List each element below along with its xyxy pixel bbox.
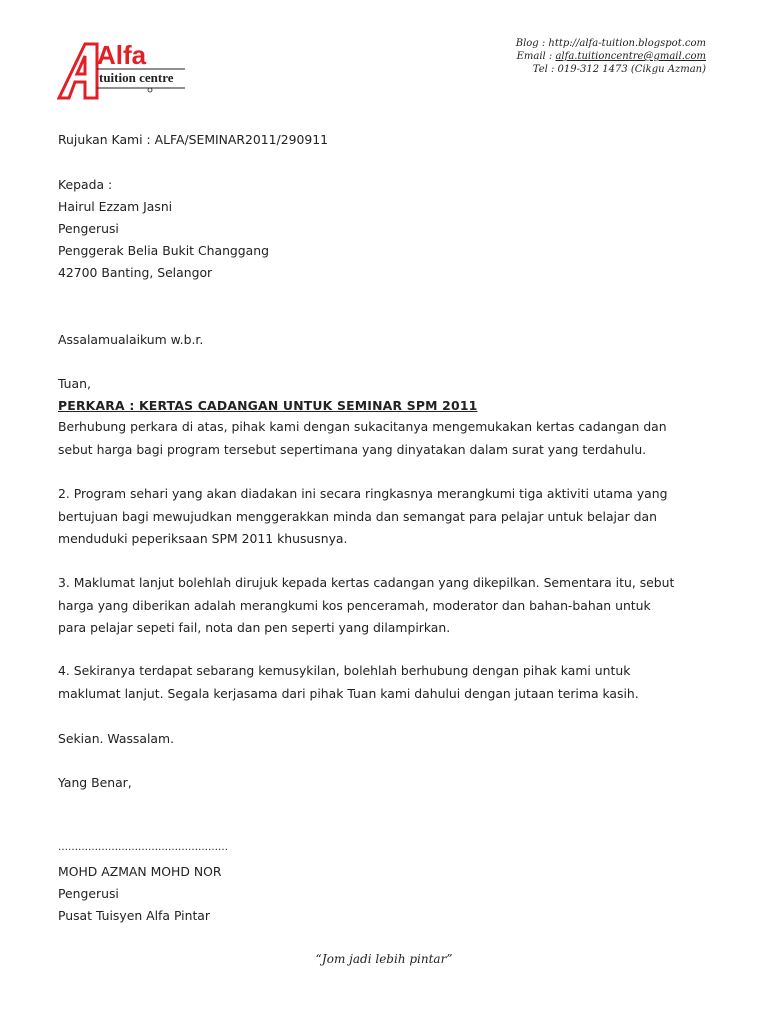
closing: Sekian. Wassalam. xyxy=(58,731,175,746)
paragraph-line: maklumat lanjut. Segala kerjasama dari pihak Tuan kami dahului dengan jutaan terima kasih. xyxy=(58,685,639,701)
footer-quote: “Jom jadi lebih pintar” xyxy=(315,952,453,966)
paragraph-line: 2. Program sehari yang akan diadakan ini secara ringkasnya merangkumi tiga aktiviti utama yang xyxy=(58,486,668,501)
reference-number: Rujukan Kami : ALFA/SEMINAR2011/290911 xyxy=(58,132,329,147)
signature-line: …………………………………………… xyxy=(58,842,228,853)
paragraph-line: 4. Sekiranya terdapat sebarang kemusykilan, bolehlah berhubung dengan pihak kami untuk xyxy=(58,663,631,678)
paragraph-line: 3. Maklumat lanjut bolehlah dirujuk kepada kertas cadangan yang dikepilkan. Sementara itu, sebut xyxy=(58,575,675,590)
phone-line: Tel : 019-312 1473 (Cikgu Azman) xyxy=(532,64,706,75)
sign-off: Yang Benar, xyxy=(58,775,132,790)
paragraph-4 xyxy=(58,660,639,705)
paragraph-1 xyxy=(58,416,667,461)
paragraph-line: harga yang diberikan adalah merangkumi kos penceramah, moderator dan bahan-bahan untuk xyxy=(58,597,651,613)
subject-line: PERKARA : KERTAS CADANGAN UNTUK SEMINAR SPM 2011 xyxy=(58,398,478,413)
recipient-title: Pengerusi xyxy=(58,221,119,236)
signer-title: Pengerusi xyxy=(58,886,119,901)
paragraph-2 xyxy=(58,483,668,551)
greeting: Assalamualaikum w.b.r. xyxy=(58,332,204,347)
email-label: Email : xyxy=(516,51,556,62)
logo-brand: Alfa xyxy=(97,42,147,70)
contact-info xyxy=(516,37,706,76)
email-line xyxy=(516,50,706,63)
signer-organization: Pusat Tuisyen Alfa Pintar xyxy=(58,908,210,923)
blog-link[interactable]: Blog : http://alfa-tuition.blogspot.com xyxy=(515,38,706,49)
paragraph-line: bertujuan bagi mewujudkan menggerakkan minda dan semangat para pelajar untuk belajar dan xyxy=(58,508,657,524)
to-label: Kepada : xyxy=(58,177,113,192)
recipient-name: Hairul Ezzam Jasni xyxy=(58,199,173,214)
recipient-address: 42700 Banting, Selangor xyxy=(58,265,213,280)
salutation: Tuan, xyxy=(58,376,91,391)
paragraph-line: Berhubung perkara di atas, pihak kami dengan sukacitanya mengemukakan kertas cadangan dan xyxy=(58,419,667,434)
email-link[interactable]: alfa.tuitioncentre@gmail.com xyxy=(555,51,706,62)
paragraph-line: sebut harga bagi program tersebut sepertimana yang dinyatakan dalam surat yang terdahulu. xyxy=(58,441,647,457)
paragraph-line: para pelajar sepeti fail, nota dan pen seperti yang dilampirkan. xyxy=(58,620,451,635)
recipient-organization: Penggerak Belia Bukit Changgang xyxy=(58,243,269,258)
paragraph-line: menduduki peperiksaan SPM 2011 khususnya. xyxy=(58,531,348,546)
alfa-logo xyxy=(57,42,187,100)
logo-subtitle: tuition centre xyxy=(99,70,174,85)
paragraph-3 xyxy=(58,572,674,640)
signer-name: MOHD AZMAN MOHD NOR xyxy=(58,864,222,879)
